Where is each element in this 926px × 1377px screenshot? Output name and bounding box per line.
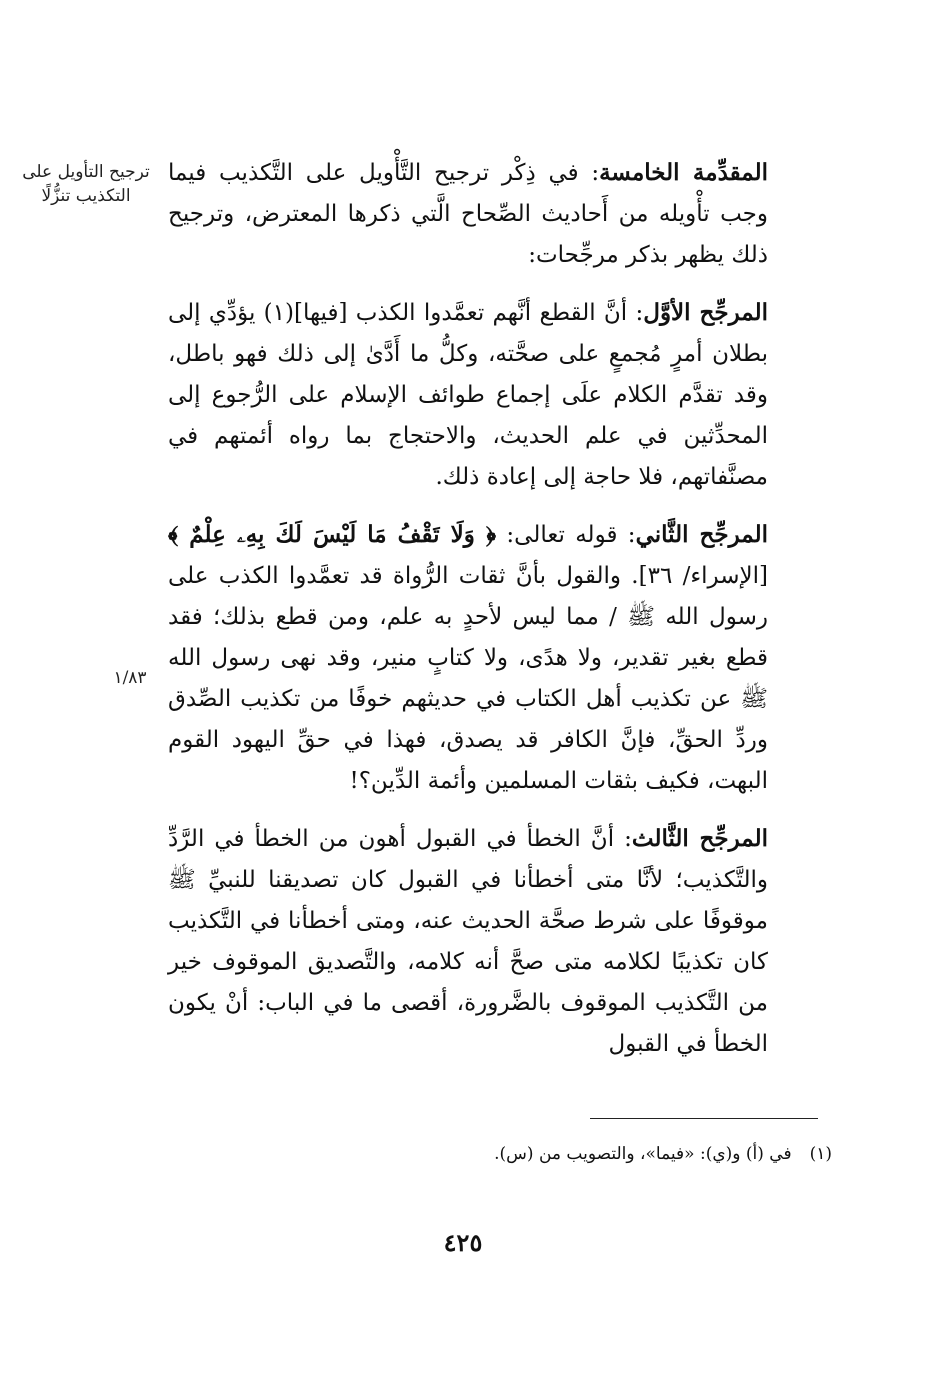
footnote-number: (١) [809, 1144, 832, 1164]
paragraph-text: : أنَّ الخطأ في القبول أهون من الخطأ في الرَّدِّ والتَّكذيب؛ لأنَّا متى أخطأنا في القبول كان تصديقنا للنبيِّ ﷺ موقوفًا على شرط صحَّة الحديث عنه، ومتى أخطأنا في التَّكذيب كان تكذيبًا لكلامه متى صحَّ أنه كلامه، والتَّصديق الموقوف خير من التَّكذيب الموقوف بالضَّرورة، أقصى ما في الباب: أنْ يكون الخطأ في القبول [168, 826, 768, 1057]
footnote [200, 1140, 832, 1168]
paragraph-text: : أنَّ القطع أنَّهم تعمَّدوا الكذب [فيها](١) يؤدِّي إلى بطلان أمرٍ مُجمعٍ على صحَّته، وكلُّ ما أَدَّىٰ إلى ذلك فهو باطل، وقد تقدَّم الكلام علَى إجماع طوائف الإسلام على الرُّجوع إلى المحدِّثين في علم الحديث، والاحتجاج بما رواه أئمتهم في مصنَّفاتهم، فلا حاجة إلى إعادة ذلك. [168, 300, 768, 490]
paragraph-heading: المرجِّح الأوَّل [643, 299, 768, 326]
main-text-body [168, 152, 768, 1081]
paragraph-introduction-five [168, 152, 768, 276]
paragraph-text: : في ذِكْر ترجيح التَّأْويل على التَّكذيب فيما وجب تأْويله من أَحاديث الصِّحاح الَّتي ذكرها المعترض، وترجيح ذلك يظهر بذكر مرجِّحات: [168, 160, 768, 268]
page-number: ٤٢٥ [443, 1228, 483, 1257]
footnote-divider [590, 1118, 818, 1119]
paragraph-third-argument [168, 818, 768, 1065]
paragraph-heading: المقدِّمة الخامسة [599, 159, 768, 186]
paragraph-second-argument [168, 514, 768, 802]
paragraph-first-argument [168, 292, 768, 498]
paragraph-intro: : قوله تعالى: [496, 522, 636, 548]
paragraph-heading: المرجِّح الثَّالث [631, 825, 768, 852]
footnote-text: في (أ) و(ي): «فيما»، والتصويب من (س). [494, 1144, 792, 1164]
quran-verse: ﴿ وَلَا تَقْفُ مَا لَيْسَ لَكَ بِهِۦ عِلْمٌ ﴾ [168, 521, 497, 548]
margin-page-reference: ١/٨٣ [113, 668, 147, 688]
paragraph-text: [الإسراء/ ٣٦]. والقول بأنَّ ثقات الرُّواة قد تعمَّدوا الكذب على رسول الله ﷺ / مما ليس لأحدٍ به علم، ومن قطع بذلك؛ فقد قطع بغير تقدير، ولا هدًى، ولا كتابٍ منير، وقد نهى رسول الله ﷺ عن تكذيب أهل الكتاب في حديثهم خوفًا من تكذيب الصِّدق وردِّ الحقِّ، فإنَّ الكافر قد يصدق، فهذا في حقِّ اليهود القوم البهت، فكيف بثقات المسلمين وأئمة الدِّين؟! [168, 563, 768, 794]
margin-note-topic: ترجيح التأويل على التكذيب تنزُّلًا [22, 162, 150, 206]
paragraph-heading: المرجِّح الثَّاني [635, 521, 768, 548]
